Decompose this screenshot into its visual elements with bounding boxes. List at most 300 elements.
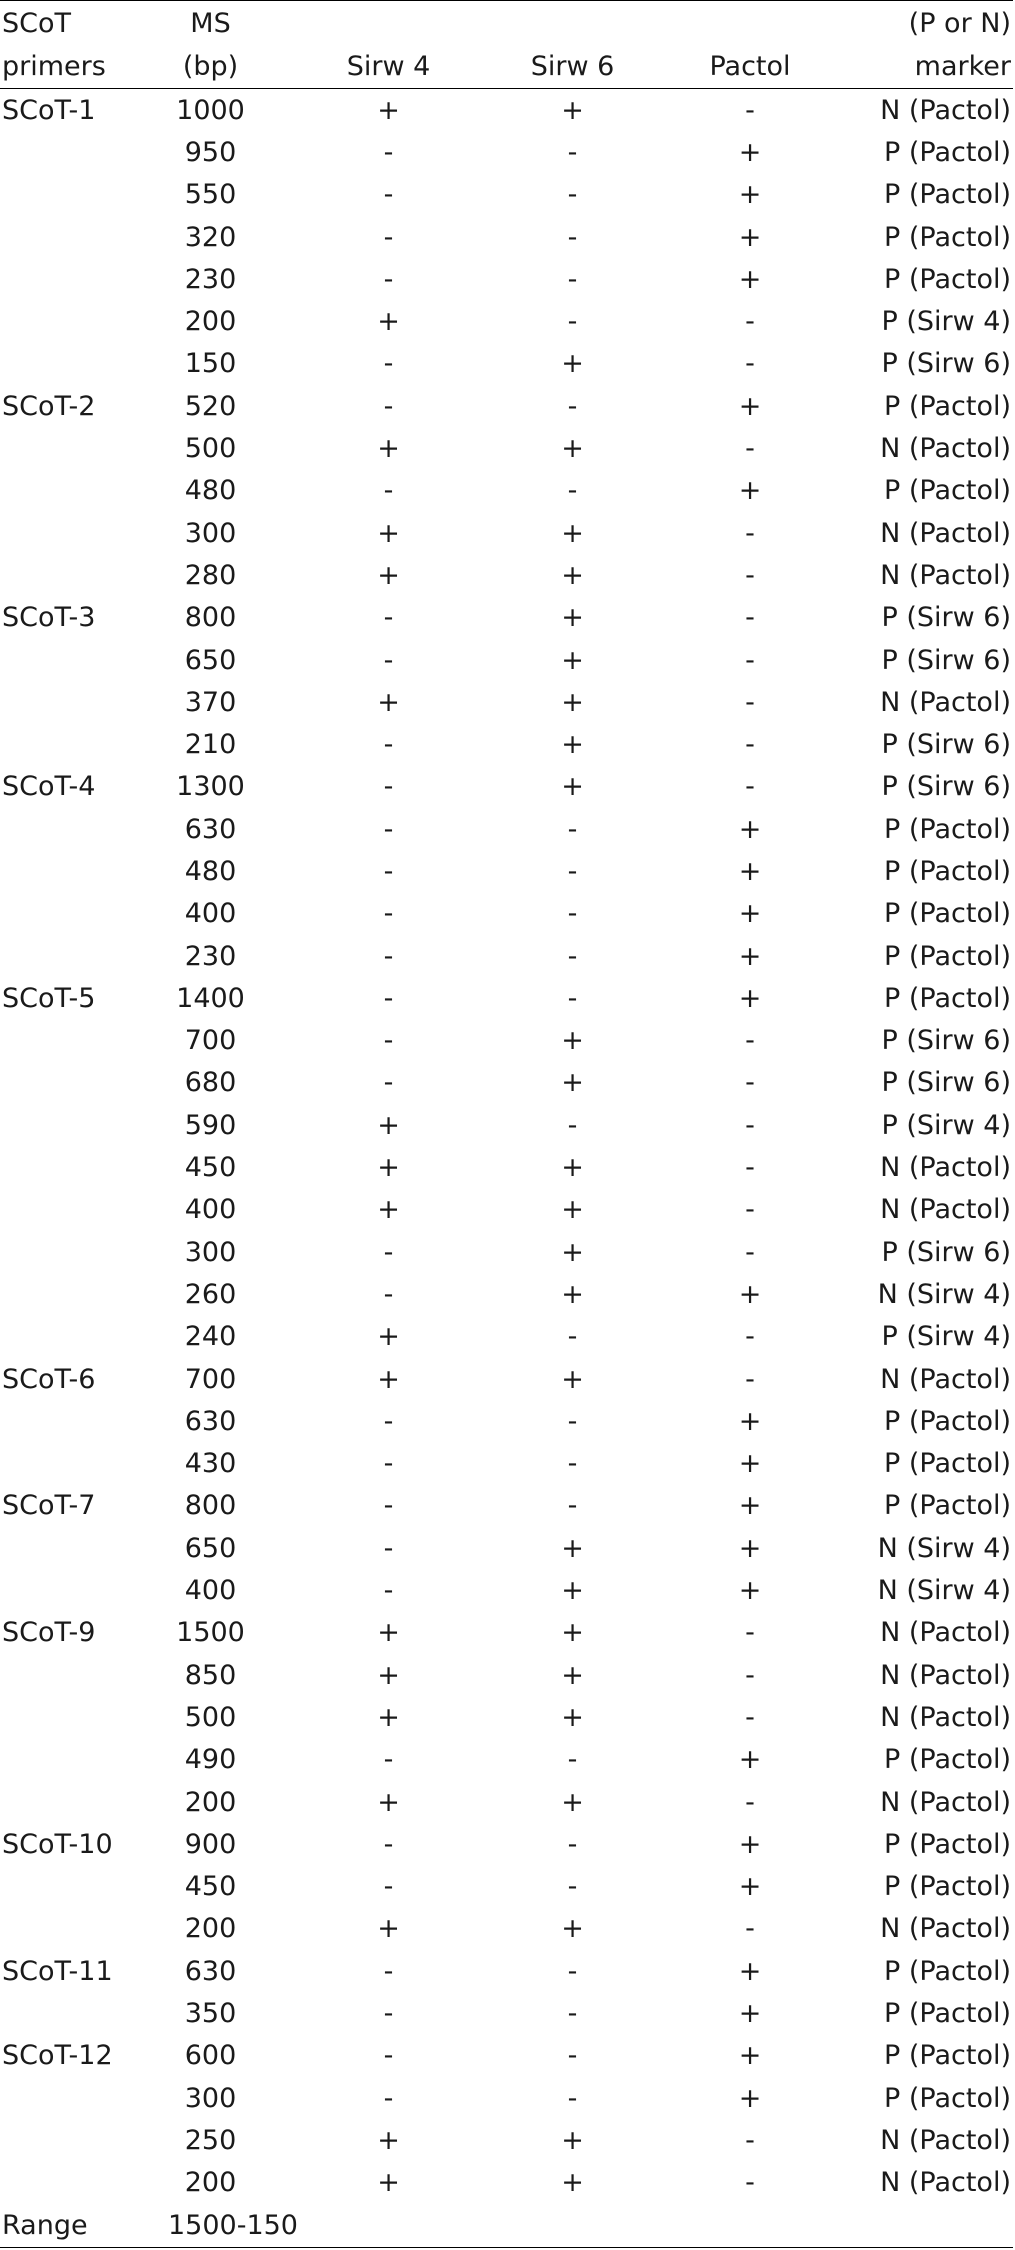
- primer-cell: [0, 1273, 155, 1315]
- table-row: [0, 1696, 1013, 1738]
- sirw4-cell: -: [383, 1744, 394, 1776]
- primer-cell: SCoT-11: [2, 1955, 113, 1987]
- sirw4-cell: +: [377, 1786, 400, 1818]
- primer-cell: [0, 1443, 155, 1485]
- ms-cell: 500: [184, 1701, 237, 1733]
- marker-cell: P (Pactol): [884, 221, 1011, 253]
- marker-cell: P (Sirw 4): [881, 1321, 1011, 1353]
- pactol-cell: +: [738, 1490, 762, 1522]
- sirw4-cell: +: [377, 433, 400, 465]
- ms-cell: 900: [184, 1828, 237, 1860]
- header-pactol: Pactol: [664, 45, 836, 89]
- ms-cell: 200: [184, 1913, 237, 1945]
- sirw4-cell: +: [377, 1701, 400, 1733]
- table-row: [0, 1400, 1013, 1442]
- ms-cell: 400: [184, 1575, 237, 1607]
- pactol-cell: -: [745, 2124, 755, 2156]
- pactol-cell: -: [745, 771, 755, 803]
- table-row: [0, 1443, 1013, 1485]
- sirw4-cell: +: [377, 1659, 400, 1691]
- table-row: [0, 1020, 1013, 1062]
- primer-cell: [0, 1062, 155, 1104]
- sirw6-cell: +: [561, 2167, 584, 2199]
- sirw6-cell: -: [567, 263, 578, 295]
- pactol-cell: -: [745, 1321, 755, 1353]
- primer-cell: [0, 2162, 155, 2204]
- table-row: [0, 1146, 1013, 1188]
- sirw6-cell: -: [567, 1828, 578, 1860]
- pactol-cell: -: [745, 348, 755, 380]
- marker-cell: N (Pactol): [880, 1617, 1011, 1649]
- table-row: [0, 1231, 1013, 1273]
- marker-cell: N (Pactol): [880, 2124, 1011, 2156]
- primer-cell: [0, 639, 155, 681]
- sirw6-cell: +: [561, 559, 584, 591]
- ms-cell: 300: [184, 1236, 237, 1268]
- marker-cell: P (Sirw 6): [881, 1067, 1011, 1099]
- sirw4-cell: -: [383, 390, 394, 422]
- table-row: [0, 1358, 1013, 1400]
- table-row: [0, 681, 1013, 723]
- primer-cell: [0, 1104, 155, 1146]
- pactol-cell: +: [738, 940, 762, 972]
- pactol-cell: -: [745, 729, 755, 761]
- primer-cell: [0, 893, 155, 935]
- marker-cell: N (Sirw 4): [877, 1532, 1011, 1564]
- sirw6-cell: -: [567, 1448, 578, 1480]
- primer-cell: [0, 1739, 155, 1781]
- pactol-cell: -: [745, 1617, 755, 1649]
- sirw4-cell: -: [383, 221, 394, 253]
- sirw6-cell: -: [567, 1321, 578, 1353]
- ms-cell: 630: [184, 1955, 237, 1987]
- sirw6-cell: -: [567, 1490, 578, 1522]
- primer-cell: SCoT-10: [2, 1828, 113, 1860]
- ms-cell: 550: [184, 179, 237, 211]
- pactol-cell: -: [745, 1363, 755, 1395]
- header-marker-line2: marker: [836, 45, 1013, 89]
- sirw6-cell: +: [561, 1575, 584, 1607]
- pactol-cell: -: [745, 94, 755, 126]
- sirw6-cell: -: [567, 179, 578, 211]
- sirw6-cell: +: [561, 1194, 584, 1226]
- table-row: [0, 300, 1013, 342]
- marker-cell: P (Pactol): [884, 179, 1011, 211]
- primer-cell: [0, 935, 155, 977]
- primer-cell: SCoT-5: [2, 982, 96, 1014]
- table-row: [0, 723, 1013, 765]
- pactol-cell: +: [738, 855, 762, 887]
- header-primers-line2: primers: [0, 45, 155, 89]
- primer-cell: [0, 1696, 155, 1738]
- pactol-cell: -: [745, 686, 755, 718]
- primer-cell: SCoT-7: [2, 1490, 96, 1522]
- ms-cell: 800: [184, 602, 237, 634]
- marker-cell: P (Pactol): [884, 813, 1011, 845]
- marker-cell: P (Pactol): [884, 1490, 1011, 1522]
- header-sirw4: Sirw 4: [296, 45, 481, 89]
- sirw4-cell: -: [383, 1278, 394, 1310]
- sirw4-cell: -: [383, 1405, 394, 1437]
- ms-cell: 210: [184, 729, 237, 761]
- primer-cell: [0, 216, 155, 258]
- marker-cell: P (Pactol): [884, 1955, 1011, 1987]
- table-row: [0, 1865, 1013, 1907]
- sirw6-cell: +: [561, 348, 584, 380]
- primer-cell: SCoT-3: [2, 602, 96, 634]
- pactol-cell: +: [738, 2040, 762, 2072]
- marker-cell: N (Pactol): [880, 1194, 1011, 1226]
- marker-cell: N (Pactol): [880, 517, 1011, 549]
- marker-cell: P (Pactol): [884, 263, 1011, 295]
- ms-cell: 500: [184, 433, 237, 465]
- sirw4-cell: -: [383, 602, 394, 634]
- sirw4-cell: +: [377, 2167, 400, 2199]
- primer-cell: [0, 1992, 155, 2034]
- table-row: [0, 1781, 1013, 1823]
- sirw6-cell: -: [567, 2040, 578, 2072]
- ms-cell: 450: [184, 1871, 237, 1903]
- sirw6-cell: -: [567, 136, 578, 168]
- sirw4-cell: -: [383, 855, 394, 887]
- table-row: [0, 216, 1013, 258]
- primer-cell: SCoT-2: [2, 390, 96, 422]
- marker-cell: N (Pactol): [880, 1701, 1011, 1733]
- header-marker-line1: (P or N): [836, 1, 1013, 46]
- ms-cell: 300: [184, 2082, 237, 2114]
- primer-cell: [0, 808, 155, 850]
- table-body: [0, 89, 1013, 2204]
- sirw4-cell: -: [383, 348, 394, 380]
- sirw6-cell: +: [561, 1152, 584, 1184]
- ms-cell: 520: [184, 390, 237, 422]
- table-row: [0, 385, 1013, 427]
- range-value: 1500-150: [155, 2204, 296, 2248]
- primer-cell: [0, 1146, 155, 1188]
- pactol-cell: +: [738, 1575, 762, 1607]
- marker-cell: P (Sirw 6): [881, 729, 1011, 761]
- sirw4-cell: +: [377, 1109, 400, 1141]
- sirw4-cell: -: [383, 1490, 394, 1522]
- sirw4-cell: -: [383, 1236, 394, 1268]
- pactol-cell: -: [745, 306, 755, 338]
- sirw6-cell: +: [561, 2124, 584, 2156]
- marker-cell: P (Pactol): [884, 2040, 1011, 2072]
- table-row: [0, 1569, 1013, 1611]
- pactol-cell: -: [745, 1194, 755, 1226]
- pactol-cell: +: [738, 898, 762, 930]
- sirw6-cell: +: [561, 1363, 584, 1395]
- marker-cell: N (Pactol): [880, 559, 1011, 591]
- ms-cell: 450: [184, 1152, 237, 1184]
- ms-cell: 400: [184, 898, 237, 930]
- marker-cell: P (Sirw 4): [881, 306, 1011, 338]
- sirw6-cell: -: [567, 1955, 578, 1987]
- pactol-cell: +: [738, 1744, 762, 1776]
- ms-cell: 260: [184, 1278, 237, 1310]
- table-row: [0, 1992, 1013, 2034]
- sirw4-cell: -: [383, 771, 394, 803]
- sirw4-cell: -: [383, 729, 394, 761]
- marker-cell: P (Pactol): [884, 982, 1011, 1014]
- primer-cell: SCoT-6: [2, 1363, 96, 1395]
- marker-cell: N (Pactol): [880, 94, 1011, 126]
- primer-cell: SCoT-12: [2, 2040, 113, 2072]
- marker-cell: P (Pactol): [884, 898, 1011, 930]
- primer-cell: [0, 1908, 155, 1950]
- pactol-cell: +: [738, 1278, 762, 1310]
- pactol-cell: +: [738, 1448, 762, 1480]
- sirw6-cell: +: [561, 1617, 584, 1649]
- ms-cell: 480: [184, 475, 237, 507]
- marker-cell: P (Pactol): [884, 855, 1011, 887]
- marker-cell: N (Pactol): [880, 1152, 1011, 1184]
- sirw6-cell: -: [567, 1109, 578, 1141]
- sirw4-cell: -: [383, 1871, 394, 1903]
- table-row: [0, 1823, 1013, 1865]
- ms-cell: 1500: [176, 1617, 245, 1649]
- primer-cell: [0, 1189, 155, 1231]
- ms-cell: 320: [184, 221, 237, 253]
- pactol-cell: +: [738, 221, 762, 253]
- marker-cell: P (Pactol): [884, 2082, 1011, 2114]
- sirw4-cell: -: [383, 1575, 394, 1607]
- primer-cell: [0, 2119, 155, 2161]
- pactol-cell: -: [745, 1109, 755, 1141]
- table-row: [0, 512, 1013, 554]
- pactol-cell: -: [745, 644, 755, 676]
- primer-cell: [0, 1781, 155, 1823]
- ms-cell: 650: [184, 644, 237, 676]
- sirw4-cell: -: [383, 1025, 394, 1057]
- sirw6-cell: -: [567, 1871, 578, 1903]
- pactol-cell: +: [738, 1998, 762, 2029]
- pactol-cell: +: [738, 1871, 762, 1903]
- primer-cell: [0, 343, 155, 385]
- ms-cell: 650: [184, 1532, 237, 1564]
- ms-cell: 240: [184, 1321, 237, 1353]
- marker-cell: P (Sirw 4): [881, 1109, 1011, 1141]
- sirw4-cell: +: [377, 2124, 400, 2156]
- marker-cell: P (Pactol): [884, 1405, 1011, 1437]
- marker-cell: N (Pactol): [880, 1659, 1011, 1691]
- marker-cell: P (Sirw 6): [881, 1236, 1011, 1268]
- marker-cell: N (Pactol): [880, 433, 1011, 465]
- table-row: [0, 850, 1013, 892]
- table-row: [0, 597, 1013, 639]
- sirw4-cell: -: [383, 2040, 394, 2072]
- marker-cell: P (Pactol): [884, 940, 1011, 972]
- pactol-cell: +: [738, 1405, 762, 1437]
- ms-cell: 150: [184, 348, 237, 380]
- pactol-cell: +: [738, 1955, 762, 1987]
- pactol-cell: +: [738, 1532, 762, 1564]
- range-label: Range: [0, 2204, 155, 2248]
- table-row: [0, 1654, 1013, 1696]
- sirw6-cell: +: [561, 686, 584, 718]
- header-sirw6: Sirw 6: [481, 45, 664, 89]
- table-row: [0, 258, 1013, 300]
- sirw6-cell: -: [567, 813, 578, 845]
- primer-cell: [0, 1527, 155, 1569]
- pactol-cell: -: [745, 1067, 755, 1099]
- sirw6-cell: +: [561, 1532, 584, 1564]
- marker-cell: N (Pactol): [880, 1786, 1011, 1818]
- marker-cell: N (Pactol): [880, 1913, 1011, 1945]
- ms-cell: 250: [184, 2124, 237, 2156]
- sirw6-cell: -: [567, 390, 578, 422]
- pactol-cell: -: [745, 1701, 755, 1733]
- primer-cell: [0, 1865, 155, 1907]
- pactol-cell: -: [745, 2167, 755, 2199]
- ms-cell: 950: [184, 136, 237, 168]
- sirw4-cell: +: [377, 686, 400, 718]
- ms-cell: 680: [184, 1067, 237, 1099]
- pactol-cell: +: [738, 1828, 762, 1860]
- ms-cell: 1400: [176, 982, 245, 1014]
- ms-cell: 350: [184, 1998, 237, 2029]
- primer-cell: [0, 174, 155, 216]
- table-row: [0, 2119, 1013, 2161]
- table-row: [0, 2077, 1013, 2119]
- primer-cell: SCoT-4: [2, 771, 96, 803]
- sirw6-cell: +: [561, 1659, 584, 1691]
- sirw4-cell: +: [377, 306, 400, 338]
- pactol-cell: -: [745, 559, 755, 591]
- ms-cell: 200: [184, 306, 237, 338]
- sirw6-cell: +: [561, 94, 584, 126]
- sirw6-cell: -: [567, 475, 578, 507]
- marker-cell: P (Pactol): [884, 1871, 1011, 1903]
- table-row: [0, 893, 1013, 935]
- pactol-cell: +: [738, 263, 762, 295]
- primer-cell: [0, 427, 155, 469]
- sirw4-cell: +: [377, 1617, 400, 1649]
- table-row: [0, 977, 1013, 1019]
- header-ms-line2: (bp): [155, 45, 296, 89]
- sirw6-cell: -: [567, 2082, 578, 2114]
- table-header: [0, 1, 1013, 89]
- pactol-cell: -: [745, 517, 755, 549]
- sirw6-cell: +: [561, 1786, 584, 1818]
- ms-cell: 800: [184, 1490, 237, 1522]
- marker-cell: P (Sirw 6): [881, 348, 1011, 380]
- sirw4-cell: -: [383, 644, 394, 676]
- marker-cell: N (Sirw 4): [877, 1575, 1011, 1607]
- ms-cell: 1300: [176, 771, 245, 803]
- ms-cell: 590: [184, 1109, 237, 1141]
- ms-cell: 1000: [176, 94, 245, 126]
- sirw4-cell: -: [383, 982, 394, 1014]
- sirw6-cell: -: [567, 306, 578, 338]
- table-row: [0, 1485, 1013, 1527]
- ms-cell: 850: [184, 1659, 237, 1691]
- ms-cell: 630: [184, 813, 237, 845]
- primer-cell: [0, 258, 155, 300]
- table-row: [0, 2162, 1013, 2204]
- sirw6-cell: +: [561, 644, 584, 676]
- table-row: [0, 427, 1013, 469]
- sirw4-cell: -: [383, 1532, 394, 1564]
- ms-cell: 230: [184, 263, 237, 295]
- ms-cell: 700: [184, 1025, 237, 1057]
- table-row: [0, 1104, 1013, 1146]
- sirw4-cell: -: [383, 263, 394, 295]
- sirw6-cell: -: [567, 1744, 578, 1776]
- primer-cell: [0, 470, 155, 512]
- marker-cell: P (Pactol): [884, 136, 1011, 168]
- sirw4-cell: -: [383, 1067, 394, 1099]
- table-row: [0, 808, 1013, 850]
- marker-cell: P (Pactol): [884, 1828, 1011, 1860]
- primer-cell: SCoT-1: [2, 94, 96, 126]
- sirw6-cell: +: [561, 1236, 584, 1268]
- pactol-cell: +: [738, 136, 762, 168]
- sirw4-cell: +: [377, 517, 400, 549]
- table-row: [0, 1908, 1013, 1950]
- marker-cell: P (Pactol): [884, 1448, 1011, 1480]
- ms-cell: 300: [184, 517, 237, 549]
- table-row: [0, 1612, 1013, 1654]
- pactol-cell: -: [745, 433, 755, 465]
- sirw4-cell: -: [383, 813, 394, 845]
- table-row: [0, 766, 1013, 808]
- table-row: [0, 2035, 1013, 2077]
- table-footer: [0, 2204, 1013, 2248]
- primer-cell: [0, 681, 155, 723]
- pactol-cell: -: [745, 1025, 755, 1057]
- sirw6-cell: -: [567, 940, 578, 972]
- table-row: [0, 1739, 1013, 1781]
- marker-cell: P (Sirw 6): [881, 644, 1011, 676]
- table-row: [0, 470, 1013, 512]
- primer-cell: [0, 723, 155, 765]
- sirw6-cell: +: [561, 433, 584, 465]
- sirw4-cell: +: [377, 1363, 400, 1395]
- table-row: [0, 1316, 1013, 1358]
- table-row: [0, 1950, 1013, 1992]
- primer-cell: [0, 554, 155, 596]
- sirw4-cell: -: [383, 940, 394, 972]
- sirw4-cell: +: [377, 1913, 400, 1945]
- table-row: [0, 554, 1013, 596]
- sirw4-cell: +: [377, 559, 400, 591]
- table-row: [0, 1273, 1013, 1315]
- primer-cell: [0, 1231, 155, 1273]
- primer-cell: SCoT-9: [2, 1617, 96, 1649]
- pactol-cell: +: [738, 813, 762, 845]
- sirw4-cell: +: [377, 94, 400, 126]
- pactol-cell: -: [745, 1786, 755, 1818]
- header-ms-line1: MS: [155, 1, 296, 46]
- ms-cell: 490: [184, 1744, 237, 1776]
- table-row: [0, 1189, 1013, 1231]
- ms-cell: 480: [184, 855, 237, 887]
- primer-cell: [0, 1400, 155, 1442]
- sirw6-cell: +: [561, 1278, 584, 1310]
- ms-cell: 700: [184, 1363, 237, 1395]
- primer-cell: [0, 300, 155, 342]
- sirw4-cell: +: [377, 1321, 400, 1353]
- sirw4-cell: -: [383, 898, 394, 930]
- sirw6-cell: -: [567, 898, 578, 930]
- ms-cell: 200: [184, 1786, 237, 1818]
- primer-cell: [0, 1316, 155, 1358]
- table-row: [0, 1527, 1013, 1569]
- sirw6-cell: +: [561, 602, 584, 634]
- sirw6-cell: +: [561, 1067, 584, 1099]
- sirw4-cell: -: [383, 136, 394, 168]
